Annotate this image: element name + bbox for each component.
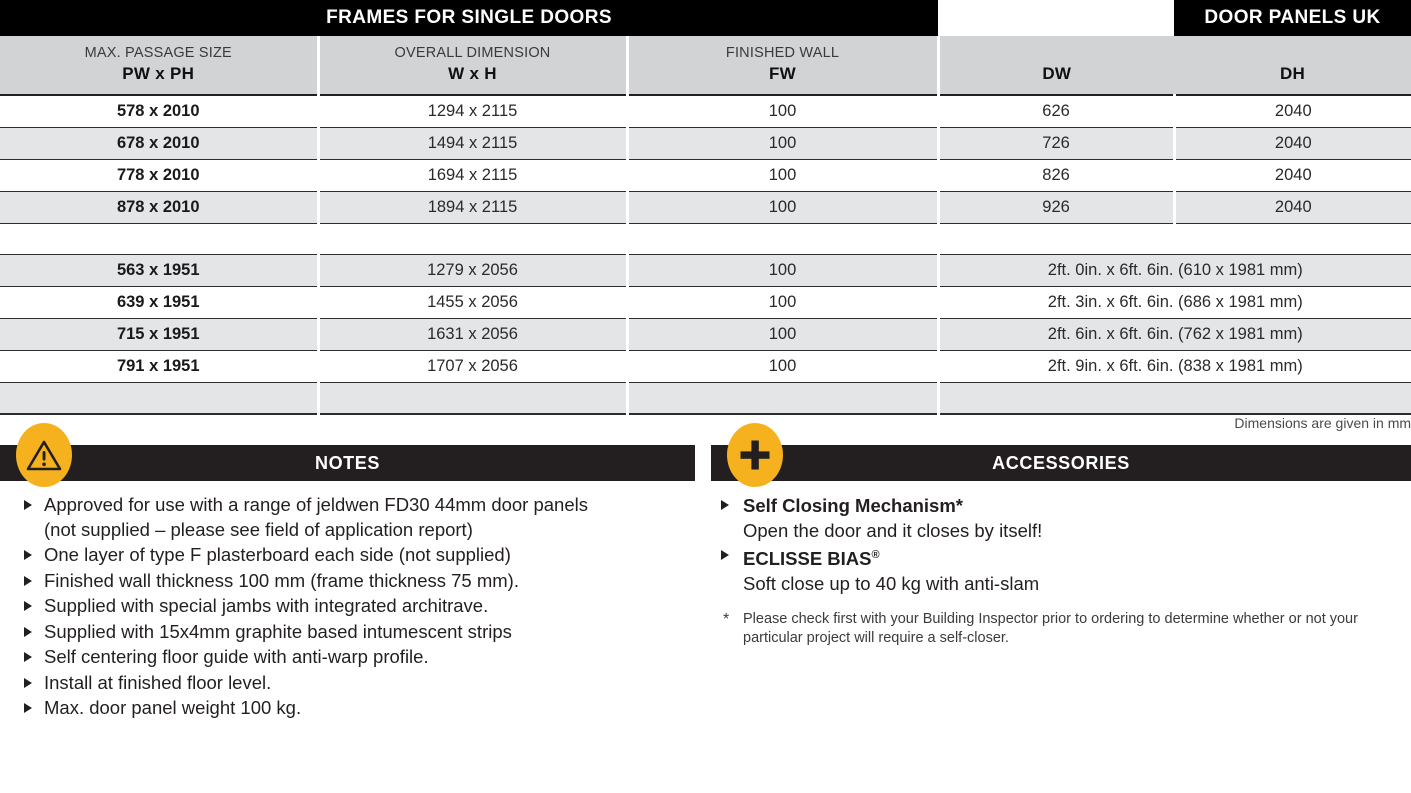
notes-title: NOTES — [314, 452, 380, 473]
banner-door-panels-uk: DOOR PANELS UK — [1174, 0, 1411, 36]
cell-door-panel: 2ft. 6in. x 6ft. 6in. (762 x 1981 mm) — [938, 319, 1411, 351]
notes-list — [0, 481, 695, 721]
cell-overall-dimension: 1694 x 2115 — [318, 160, 627, 192]
list-item — [0, 645, 695, 670]
cell-dw: 926 — [938, 192, 1174, 224]
bullet-triangle-icon — [24, 627, 32, 637]
column-header-main: DH — [1279, 63, 1306, 83]
bullet-triangle-icon — [721, 550, 729, 560]
notes-panel — [0, 445, 695, 722]
cell-overall-dimension: 1294 x 2115 — [318, 95, 627, 128]
table-row — [0, 95, 1411, 128]
cell-dh: 2040 — [1174, 128, 1411, 160]
cell-passage-size: 778 x 2010 — [0, 160, 318, 192]
footnote-line-1: Please check first with your Building Inspector prior to ordering to determine whether or — [743, 611, 1302, 628]
list-item — [0, 493, 695, 542]
note-line-1: Max. door panel weight 100 kg. — [44, 697, 302, 718]
cell-dh: 2040 — [1174, 160, 1411, 192]
cell-passage-size: 678 x 2010 — [0, 128, 318, 160]
note-line-1: Install at finished floor level. — [44, 671, 272, 693]
column-header-overall-dimension — [318, 36, 627, 95]
column-header-main: PW x PH — [122, 64, 195, 84]
list-item — [711, 543, 1411, 596]
table-row — [0, 160, 1411, 192]
list-item — [0, 620, 695, 645]
separator-cell — [938, 224, 1174, 255]
cell-door-panel: 2ft. 3in. x 6ft. 6in. (686 x 1981 mm) — [938, 287, 1411, 319]
table-row — [0, 319, 1411, 351]
column-header-finished-wall — [627, 36, 938, 95]
cell-finished-wall: 100 — [627, 319, 938, 351]
accessory-description: Soft close up to 40 kg with anti-slam — [743, 573, 1040, 595]
note-line-1: Finished wall thickness 100 mm (frame thickness 75 mm). — [44, 569, 519, 591]
cell-overall-dimension: 1707 x 2056 — [318, 351, 627, 383]
cell-dh: 2040 — [1174, 95, 1411, 128]
cell-dw: 626 — [938, 95, 1174, 128]
empty-cell — [627, 383, 938, 415]
accessories-footnote — [711, 610, 1403, 648]
column-header-sub: FINISHED WALL — [725, 44, 840, 61]
cell-finished-wall: 100 — [627, 255, 938, 287]
note-line-1: Supplied with special jambs with integrated architrave. — [44, 595, 489, 616]
note-line-2: (not supplied – please see field of application report) — [44, 518, 473, 540]
banner-divider — [938, 0, 1174, 36]
table-row — [0, 192, 1411, 224]
cell-passage-size: 578 x 2010 — [0, 95, 318, 128]
bullet-triangle-icon — [24, 678, 32, 688]
cell-overall-dimension: 1894 x 2115 — [318, 192, 627, 224]
separator-cell — [318, 224, 627, 255]
empty-cell — [318, 383, 627, 415]
footnote-line-2: not your particular project will require a self-closer. — [743, 611, 1358, 647]
table-block-separator — [0, 224, 1411, 255]
bullet-triangle-icon — [24, 703, 32, 713]
cell-passage-size: 791 x 1951 — [0, 351, 318, 383]
plus-icon — [727, 423, 783, 487]
cell-finished-wall: 100 — [627, 160, 938, 192]
column-header-main: DW — [1042, 63, 1072, 83]
bullet-triangle-icon — [721, 500, 729, 510]
list-item — [0, 594, 695, 619]
accessories-panel — [711, 445, 1411, 722]
list-item — [0, 543, 695, 568]
cell-door-panel: 2ft. 9in. x 6ft. 6in. (838 x 1981 mm) — [938, 351, 1411, 383]
list-item — [711, 493, 1411, 543]
accessory-title: ECLISSE BIAS — [743, 548, 872, 570]
table-row-empty — [0, 383, 1411, 415]
separator-cell — [0, 224, 318, 255]
dimensions-note: Dimensions are given in mm — [1234, 415, 1411, 431]
footnote-marker: * — [723, 611, 730, 629]
accessory-description: Open the door and it closes by itself! — [743, 520, 1043, 541]
bullet-triangle-icon — [24, 550, 32, 560]
table-row — [0, 287, 1411, 319]
list-item — [0, 671, 695, 696]
cell-finished-wall: 100 — [627, 192, 938, 224]
bullet-triangle-icon — [24, 652, 32, 662]
cell-dw: 726 — [938, 128, 1174, 160]
column-header-passage-size — [0, 36, 318, 95]
column-header-dw — [938, 36, 1174, 95]
dimensions-note-row — [0, 414, 1411, 431]
separator-cell — [627, 224, 938, 255]
column-header-sub: OVERALL DIMENSION — [394, 44, 551, 61]
banner-frames-single-doors: FRAMES FOR SINGLE DOORS — [0, 0, 938, 36]
cell-overall-dimension: 1455 x 2056 — [318, 287, 627, 319]
note-line-1: Self centering floor guide with anti-warp profile. — [44, 646, 429, 667]
empty-cell — [0, 383, 318, 415]
notes-header-bar — [0, 445, 695, 481]
cell-overall-dimension: 1631 x 2056 — [318, 319, 627, 351]
bullet-triangle-icon — [24, 601, 32, 611]
accessory-title: Self Closing Mechanism* — [743, 495, 963, 516]
warning-triangle-icon — [16, 423, 72, 487]
list-item — [0, 569, 695, 594]
accessories-list — [711, 481, 1411, 596]
cell-dw: 826 — [938, 160, 1174, 192]
table-row — [0, 351, 1411, 383]
cell-passage-size: 715 x 1951 — [0, 319, 318, 351]
cell-finished-wall: 100 — [627, 351, 938, 383]
list-item — [0, 696, 695, 721]
cell-finished-wall: 100 — [627, 95, 938, 128]
cell-finished-wall: 100 — [627, 128, 938, 160]
table-header-row — [0, 36, 1411, 95]
table-row — [0, 128, 1411, 160]
cell-passage-size: 563 x 1951 — [0, 255, 318, 287]
lower-panels — [0, 445, 1411, 722]
cell-passage-size: 639 x 1951 — [0, 287, 318, 319]
table-row — [0, 255, 1411, 287]
column-header-sub: MAX. PASSAGE SIZE — [84, 44, 232, 61]
cell-passage-size: 878 x 2010 — [0, 192, 318, 224]
note-line-1: Approved for use with a range of jeldwen FD30 44mm door panels — [44, 494, 588, 515]
cell-finished-wall: 100 — [627, 287, 938, 319]
panel-gap — [695, 445, 711, 722]
cell-overall-dimension: 1494 x 2115 — [318, 128, 627, 160]
table-banner-row — [0, 0, 1411, 36]
empty-cell — [938, 383, 1411, 415]
column-header-main: W x H — [448, 64, 497, 84]
accessories-header-bar — [711, 445, 1411, 481]
column-header-dh — [1174, 36, 1411, 95]
cell-overall-dimension: 1279 x 2056 — [318, 255, 627, 287]
registered-mark: ® — [871, 549, 880, 561]
note-line-1: One layer of type F plasterboard each side (not supplied) — [44, 544, 511, 565]
cell-door-panel: 2ft. 0in. x 6ft. 6in. (610 x 1981 mm) — [938, 255, 1411, 287]
column-header-main: FW — [769, 64, 797, 84]
bullet-triangle-icon — [24, 500, 32, 510]
bullet-triangle-icon — [24, 576, 32, 586]
cell-dh: 2040 — [1174, 192, 1411, 224]
separator-cell — [1174, 224, 1411, 255]
accessories-title: ACCESSORIES — [992, 452, 1130, 473]
note-line-1: Supplied with 15x4mm graphite based intumescent strips — [44, 620, 512, 642]
